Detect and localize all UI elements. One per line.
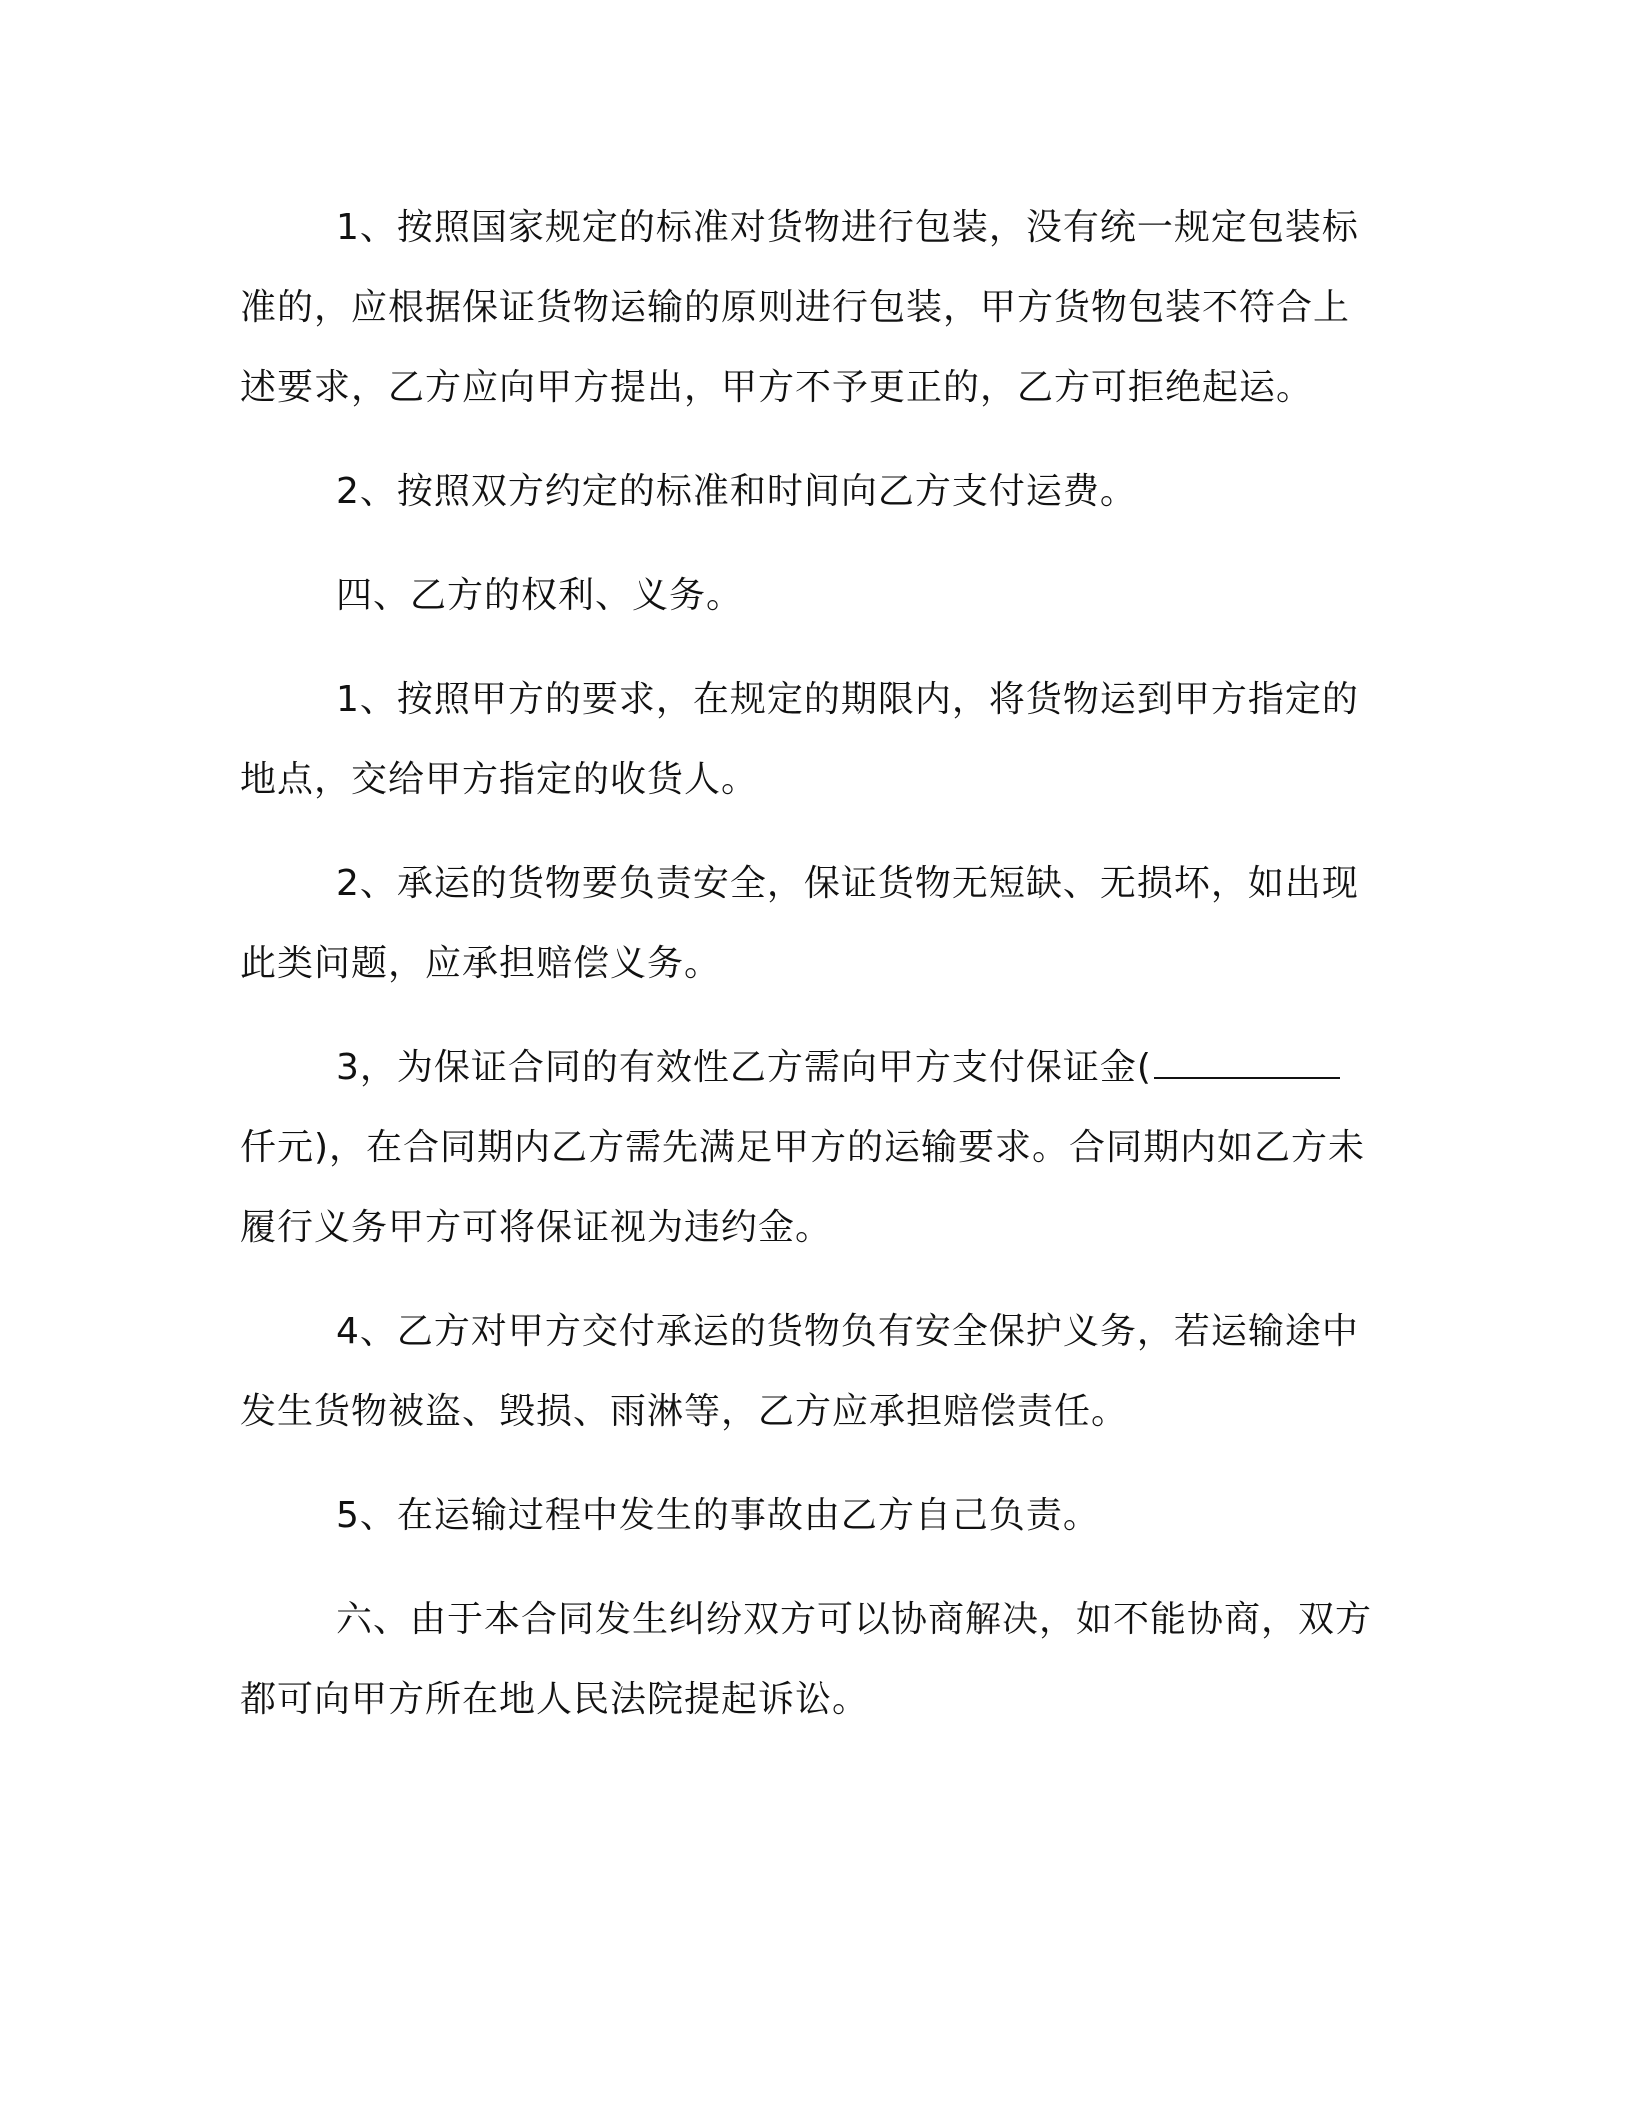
deposit-amount-blank [1154, 1041, 1340, 1079]
paragraph-freight-payment: 2、按照双方约定的标准和时间向乙方支付运费。 [336, 471, 1137, 512]
paragraph-cargo-safety: 2、承运的货物要负责安全，保证货物无短缺、无损坏，如出现此类问题，应承担赔偿义务。 [240, 863, 1359, 984]
paragraph-accident-liability: 5、在运输过程中发生的事故由乙方自己负责。 [336, 1495, 1100, 1536]
deposit-text-after: 仟元)，在合同期内乙方需先满足甲方的运输要求。合同期内如乙方未履行义务甲方可将保证视为违约金。 [240, 1127, 1366, 1248]
section-heading-party-b-rights: 四、乙方的权利、义务。 [336, 575, 744, 616]
deposit-text-before: 3，为保证合同的有效性乙方需向甲方支付保证金( [336, 1047, 1152, 1088]
document-body [240, 188, 1375, 1764]
paragraph-packaging: 1、按照国家规定的标准对货物进行包装，没有统一规定包装标准的，应根据保证货物运输的原则进行包装，甲方货物包装不符合上述要求，乙方应向甲方提出，甲方不予更正的，乙方可拒绝起运。 [240, 207, 1359, 408]
paragraph-dispute-resolution: 六、由于本合同发生纠纷双方可以协商解决，如不能协商，双方都可向甲方所在地人民法院提起诉讼。 [240, 1599, 1373, 1720]
paragraph-security-obligation: 4、乙方对甲方交付承运的货物负有安全保护义务，若运输途中发生货物被盗、毁损、雨淋等，乙方应承担赔偿责任。 [240, 1311, 1359, 1432]
paragraph-delivery: 1、按照甲方的要求，在规定的期限内，将货物运到甲方指定的地点，交给甲方指定的收货人。 [240, 679, 1359, 800]
paragraph-deposit [240, 1028, 1375, 1268]
